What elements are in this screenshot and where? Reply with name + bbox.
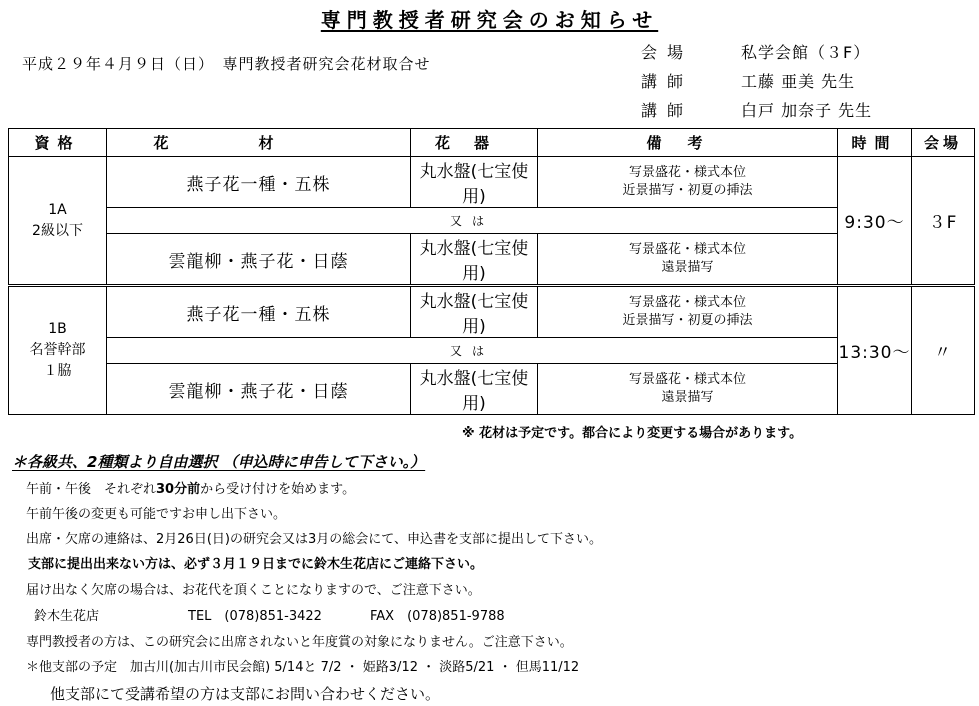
info-label-lecturer-1: 講師 [641, 72, 694, 91]
notes-cell: 写景盛花・様式本位 遠景描写 [538, 364, 838, 415]
table-row [9, 157, 975, 208]
notes-cell: 写景盛花・様式本位 近景描写・初夏の挿法 [538, 157, 838, 208]
table-row [9, 286, 975, 338]
material-remark: ※ 花材は予定です。都合により変更する場合があります。 [462, 426, 803, 441]
shop-fax: FAX (078)851-9788 [370, 609, 505, 624]
vase-cell: 丸水盤(七宝使用) [411, 286, 538, 338]
shop-name: 鈴木生花店 [34, 609, 100, 624]
table-row [9, 364, 975, 415]
reception-note: 午前・午後 それぞれ30分前から受け付けを始めます。 [26, 482, 356, 497]
grade-cell-1b: 1B 名誉幹部 １脇 [9, 286, 107, 415]
vase-cell: 丸水盤(七宝使用) [411, 234, 538, 286]
material-cell: 燕子花一種・五株 [107, 286, 411, 338]
eligibility-note: 専門教授者の方は、この研究会に出席されないと年度賞の対象になりません。ご注意下さい。 [26, 635, 573, 650]
notes-cell: 写景盛花・様式本位 近景描写・初夏の挿法 [538, 286, 838, 338]
header-grade: 資格 [9, 129, 107, 157]
table-header-row [9, 129, 975, 157]
or-row [9, 338, 975, 364]
info-value-lecturer-2: 白戸 加奈子 先生 [741, 101, 873, 120]
absence-note: 届け出なく欠席の場合は、お花代を頂くことになりますので、ご注意下さい。 [26, 583, 481, 598]
time-cell-1b: 13:30〜 [838, 286, 912, 415]
info-label-lecturer-2: 講師 [641, 101, 694, 120]
header-notes: 備考 [538, 129, 838, 157]
table-row [9, 234, 975, 286]
vase-cell: 丸水盤(七宝使用) [411, 157, 538, 208]
date-line: 平成２９年４月９日（日） 専門教授者研究会花材取合せ [22, 55, 431, 73]
other-branches-note: ＊他支部の予定 加古川(加古川市民会館) 5/14と 7/2 ・ 姫路3/12 ・ 淡路5/21 ・ 但馬11/12 [26, 660, 580, 675]
shop-tel: TEL (078)851-3422 [188, 609, 322, 624]
page-title: 専門教授者研究会のお知らせ [320, 8, 659, 32]
time-cell-1a: 9:30〜 [838, 157, 912, 286]
selection-headline: ＊各級共、2種類より自由選択 （申込時に申告して下さい。） [12, 453, 426, 471]
inquiry-note: 他支部にて受講希望の方は支部にお問い合わせください。 [50, 685, 441, 703]
info-value-lecturer-1: 工藤 亜美 先生 [741, 72, 856, 91]
info-label-venue: 会場 [641, 43, 694, 62]
header-venue: 会場 [912, 129, 975, 157]
schedule-table [8, 128, 975, 415]
vase-cell: 丸水盤(七宝使用) [411, 364, 538, 415]
notes-cell: 写景盛花・様式本位 遠景描写 [538, 234, 838, 286]
venue-cell-1b: 〃 [912, 286, 975, 415]
or-label: 又は [107, 208, 838, 234]
grade-cell-1a: 1A 2級以下 [9, 157, 107, 286]
header-time: 時間 [838, 129, 912, 157]
info-value-venue: 私学会館（３F） [741, 43, 871, 62]
material-cell: 雲龍柳・燕子花・日蔭 [107, 234, 411, 286]
material-cell: 燕子花一種・五株 [107, 157, 411, 208]
header-vase: 花器 [411, 129, 538, 157]
header-material: 花材 [107, 129, 411, 157]
change-note: 午前午後の変更も可能ですお申し出下さい。 [26, 507, 287, 522]
or-row [9, 208, 975, 234]
deadline-note: 支部に提出出来ない方は、必ず３月１９日までに鈴木生花店にご連絡下さい。 [28, 557, 484, 572]
or-label: 又は [107, 338, 838, 364]
material-cell: 雲龍柳・燕子花・日蔭 [107, 364, 411, 415]
venue-cell-1a: ３F [912, 157, 975, 286]
attendance-note: 出席・欠席の連絡は、2月26日(日)の研究会又は3月の総会にて、申込書を支部に提出して下さい。 [26, 532, 602, 547]
